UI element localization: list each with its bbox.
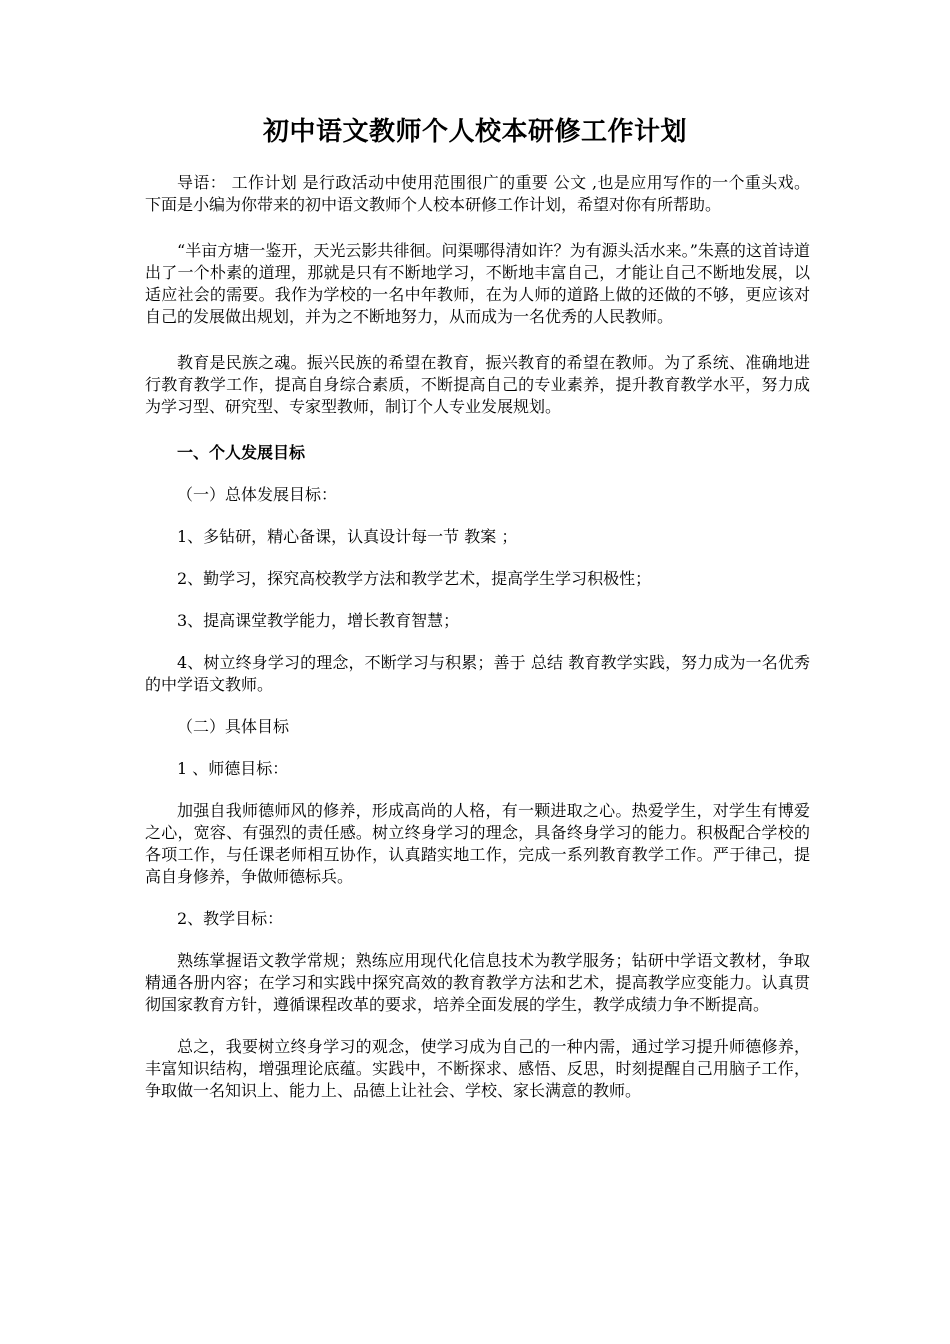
list-item: 1、多钻研，精心备课，认真设计每一节 教案 ； <box>177 527 518 546</box>
list-item: 2、勤学习，探究高校教学方法和教学艺术，提高学生学习积极性； <box>177 569 652 588</box>
subheading-overall-goals: （一）总体发展目标： <box>177 485 338 504</box>
conclusion-paragraph: 总之，我要树立终身学习的观念，使学习成为自己的一种内需，通过学习提升师德修养，丰富知识结构，增强理论底蕴。实践中，不断探求、感悟、反思，时刻提醒自己用脑子工作，争取做一名知识上、能力上、品德上让社会、学校、家长满意的教师。 <box>145 1037 810 1100</box>
intro-paragraph: 导语： 工作计划 是行政活动中使用范围很广的重要 公文 ,也是应用写作的一个重头戏。下面是小编为你带来的初中语文教师个人校本研修工作计划，希望对你有所帮助。 <box>145 173 810 214</box>
section-heading-goals: 一、个人发展目标 <box>177 443 306 462</box>
subheading-ethics-goal: 1 、师德目标： <box>177 759 289 778</box>
education-paragraph: 教育是民族之魂。振兴民族的希望在教育，振兴教育的希望在教师。为了系统、准确地进行教育教学工作，提高自身综合素质，不断提高自己的专业素养，提升教育教学水平，努力成为学习型、研究型、专家型教师，制订个人专业发展规划。 <box>145 353 810 416</box>
document-title: 初中语文教师个人校本研修工作计划 <box>262 117 687 147</box>
list-item: 3、提高课堂教学能力，增长教育智慧； <box>177 611 460 630</box>
list-item: 4、树立终身学习的理念，不断学习与积累；善于 总结 教育教学实践，努力成为一名优秀的中学语文教师。 <box>145 653 810 694</box>
document-body <box>145 172 810 1102</box>
poem-paragraph: “半亩方塘一鉴开，天光云影共徘徊。问渠哪得清如许？为有源头活水来。”朱熹的这首诗道出了一个朴素的道理，那就是只有不断地学习，不断地丰富自己，才能让自己不断地发展，以适应社会的需要。我作为学校的一名中年教师，在为人师的道路上做的还做的不够，更应该对自己的发展做出规划，并为之不断地努力，从而成为一名优秀的人民教师。 <box>145 241 810 326</box>
subheading-teaching-goal: 2、教学目标： <box>177 909 284 928</box>
subheading-specific-goals: （二）具体目标 <box>177 717 290 736</box>
ethics-paragraph: 加强自我师德师风的修养，形成高尚的人格，有一颗进取之心。热爱学生，对学生有博爱之心，宽容、有强烈的责任感。树立终身学习的理念，具备终身学习的能力。积极配合学校的各项工作，与任课老师相互协作，认真踏实地工作，完成一系列教育教学工作。严于律己，提高自身修养，争做师德标兵。 <box>145 801 810 886</box>
teaching-paragraph: 熟练掌握语文教学常规；熟练应用现代化信息技术为教学服务；钻研中学语文教材，争取精通各册内容；在学习和实践中探究高效的教育教学方法和艺术，提高教学应变能力。认真贯彻国家教育方针，遵循课程改革的要求，培养全面发展的学生，教学成绩力争不断提高。 <box>145 951 810 1014</box>
